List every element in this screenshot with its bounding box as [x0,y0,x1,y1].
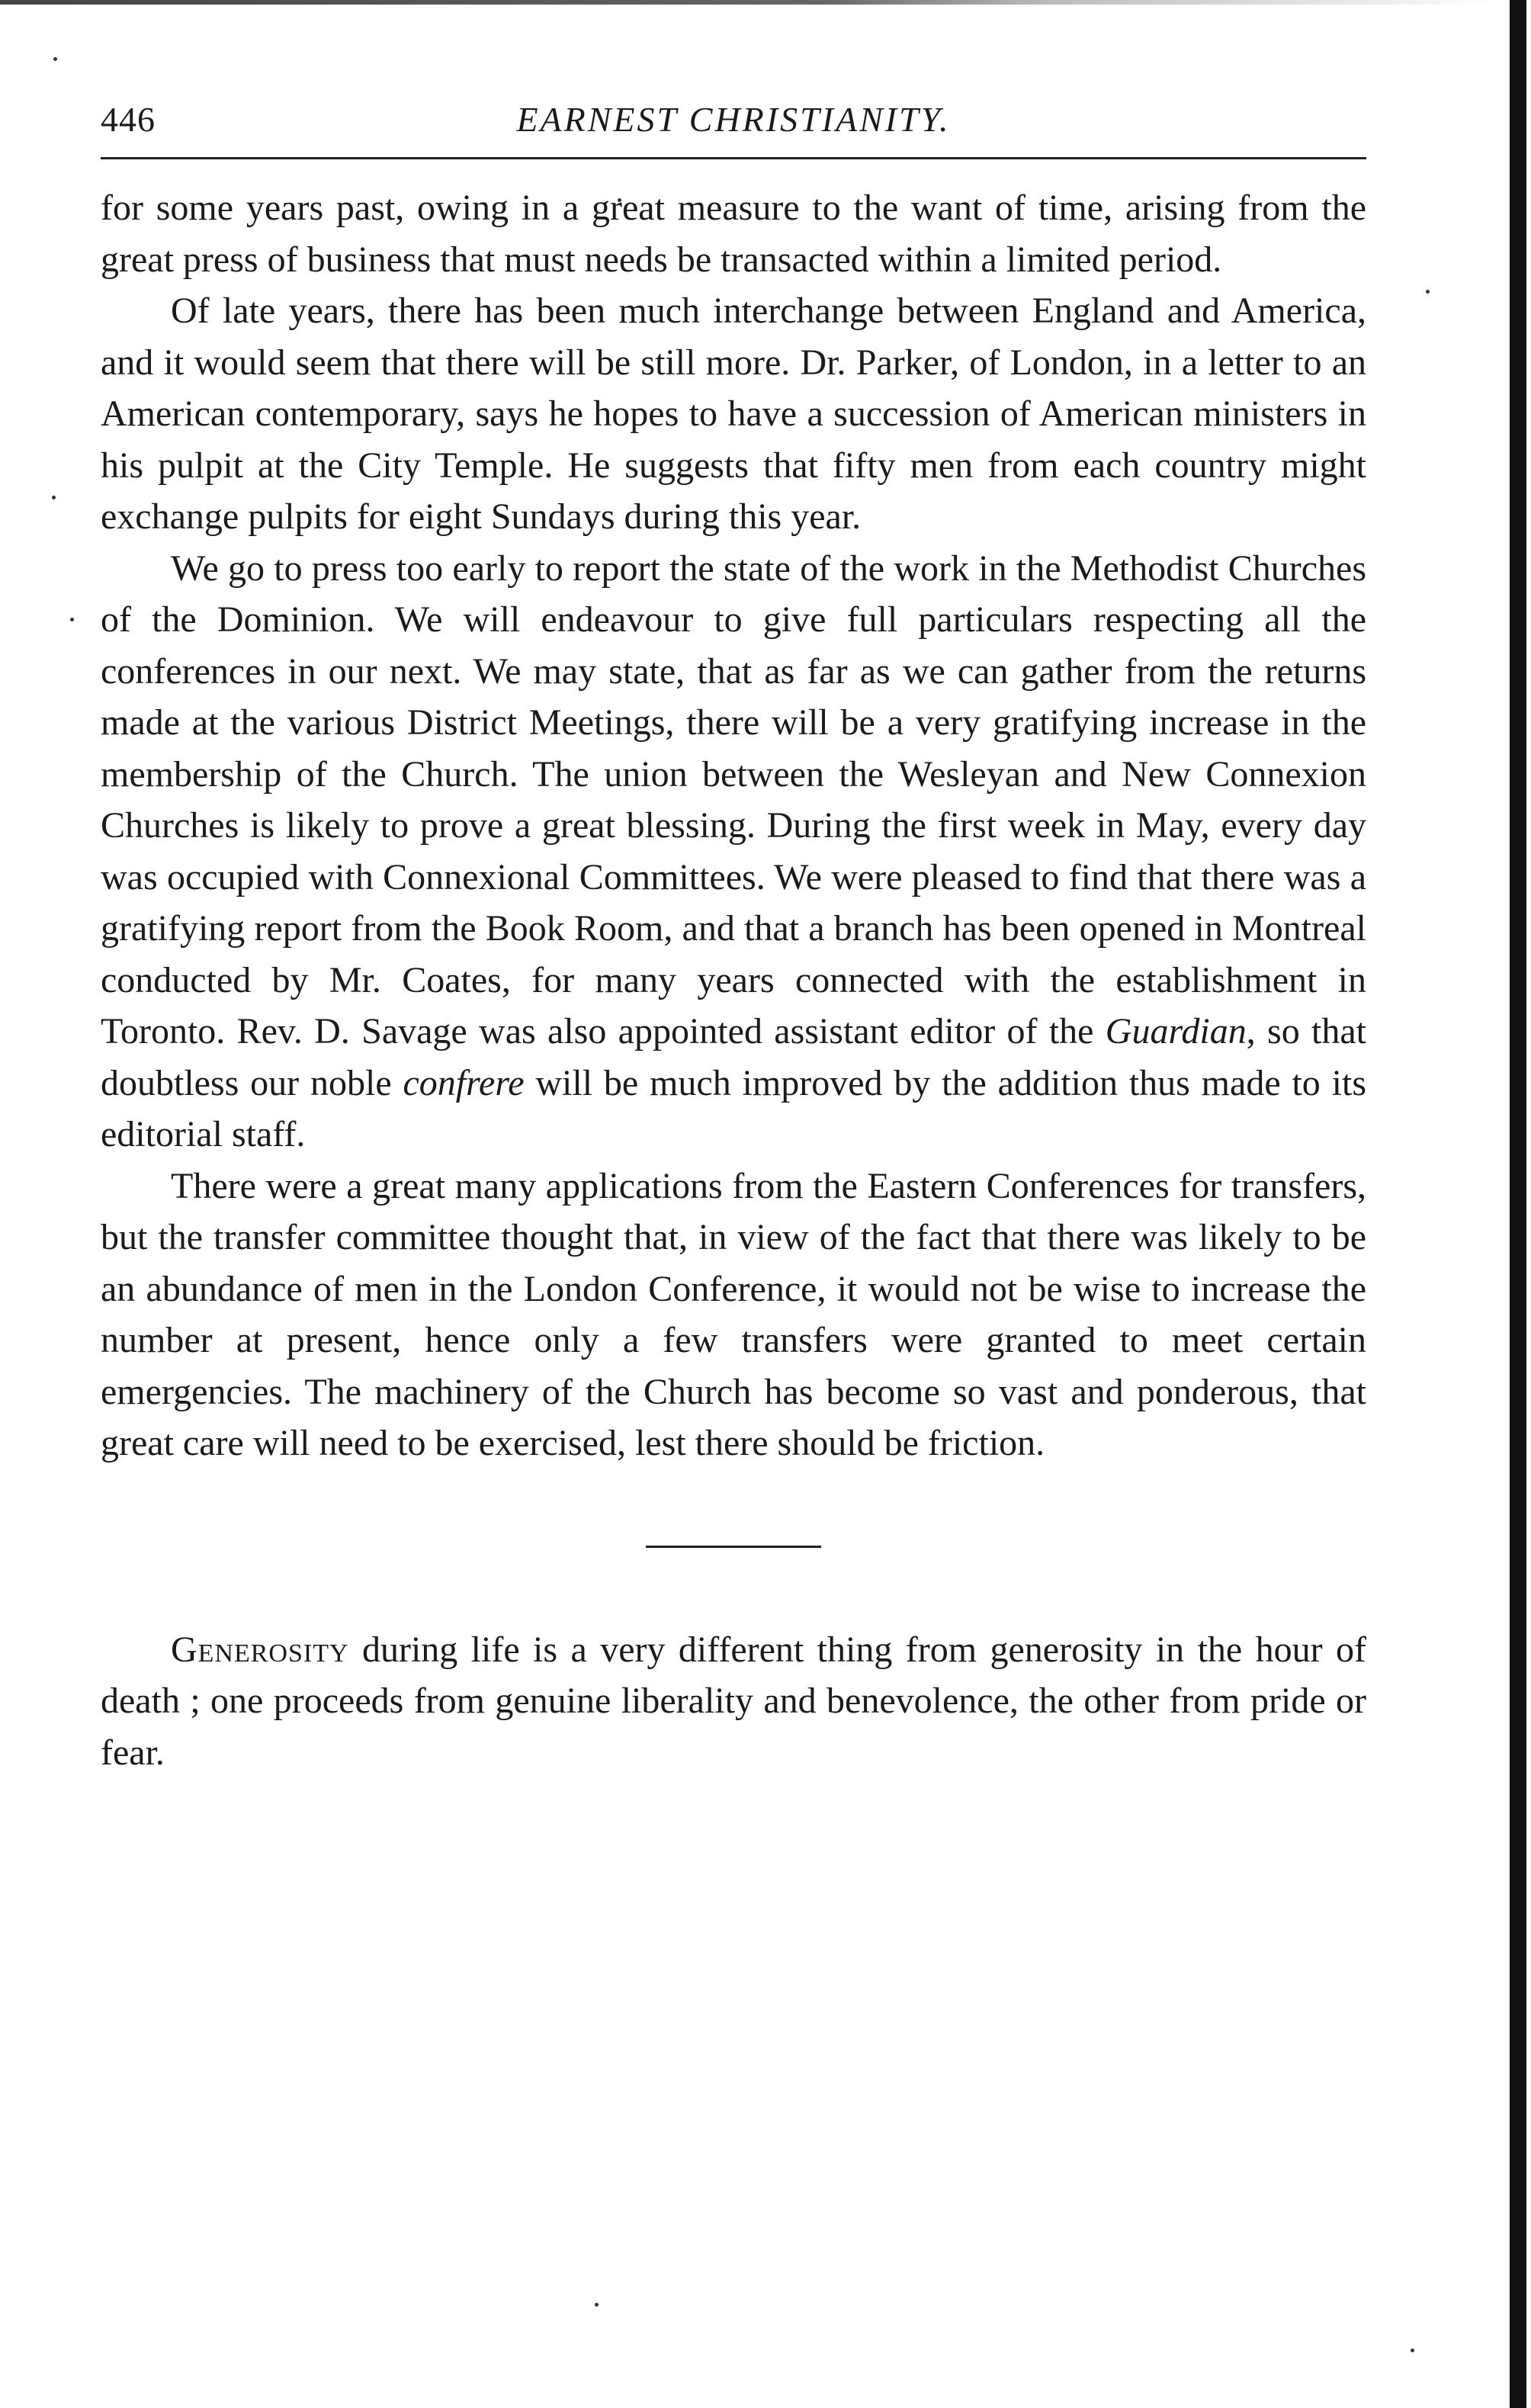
scan-speck [1426,290,1430,294]
page-content [101,92,1366,1778]
paragraph: Of late years, there has been much interchange between England and America, and it would seem that there will be still more. Dr. Parker, of London, in a letter to an American contemporary, says he hopes to have a succession of American ministers in his pulpit at the City Temple. He suggests that fifty men from each country might exchange pulpits for eight Sundays during this year. [101,291,1366,537]
paragraph: for some years past, owing in a great measure to the want of time, arising from the great press of business that must needs be transacted within a limited period. [101,188,1366,280]
section-divider [646,1546,821,1548]
article-body [101,182,1366,1469]
scan-top-edge [0,0,1494,5]
paragraph-text: , so that doubtless our noble [101,1011,1367,1103]
paragraph-text: will be much improved by the addition thus made to its editorial staff. [101,1062,1366,1154]
paragraph: There were a great many applications from the Eastern Conferences for transfers, but the transfer committee thought that, in view of the fact that there was likely to be an abundance of men in the London Conference, it would not be wise to increase the number at present, hence only a few transfers were granted to meet certain emergencies. The machinery of the Church has become so vast and ponderous, that great care will need to be exercised, lest there should be friction. [101,1165,1366,1463]
confrere-word: confrere [403,1062,525,1103]
paragraph-text: We go to press too early to report the state of the work in the Methodist Churches of the Dominion. We will endeavour to give full particulars respecting all the conferences in our next. We may state, that as far as we can gather from the returns made at the various District Meetings, there will be a very gratifying increase in the membership of the Church. The union between the Wesleyan and New Connexion Churches is likely to prove a great blessing. During the first week in May, every day was occupied with Connexional Committees. We were pleased to find that there was a gratifying report from the Book Room, and that a branch has been opened in Montreal conducted by Mr. Coates, for many years connected with the establishment in Toronto. Rev. D. Savage was also appointed assistant editor of the [101,547,1366,1051]
scan-speck [1411,2349,1414,2352]
scan-speck [595,2303,599,2307]
scan-speck [70,618,74,621]
scan-speck [53,57,57,61]
running-title: EARNEST CHRISTIANITY. [516,100,951,139]
aphorism-lead: Generosity [171,1629,349,1670]
page-number: 446 [101,100,156,139]
paragraph [101,543,1366,1161]
scan-binding-edge [1510,0,1526,2408]
running-head [101,92,1366,159]
aphorism-text: during life is a very different thing from generosity in the hour of death ; one proceeds from genuine liberality and benevolence, the other from pride or fear. [101,1629,1366,1773]
guardian-title: Guardian [1105,1011,1247,1051]
scan-speck [52,496,56,499]
aphorism [101,1624,1366,1779]
